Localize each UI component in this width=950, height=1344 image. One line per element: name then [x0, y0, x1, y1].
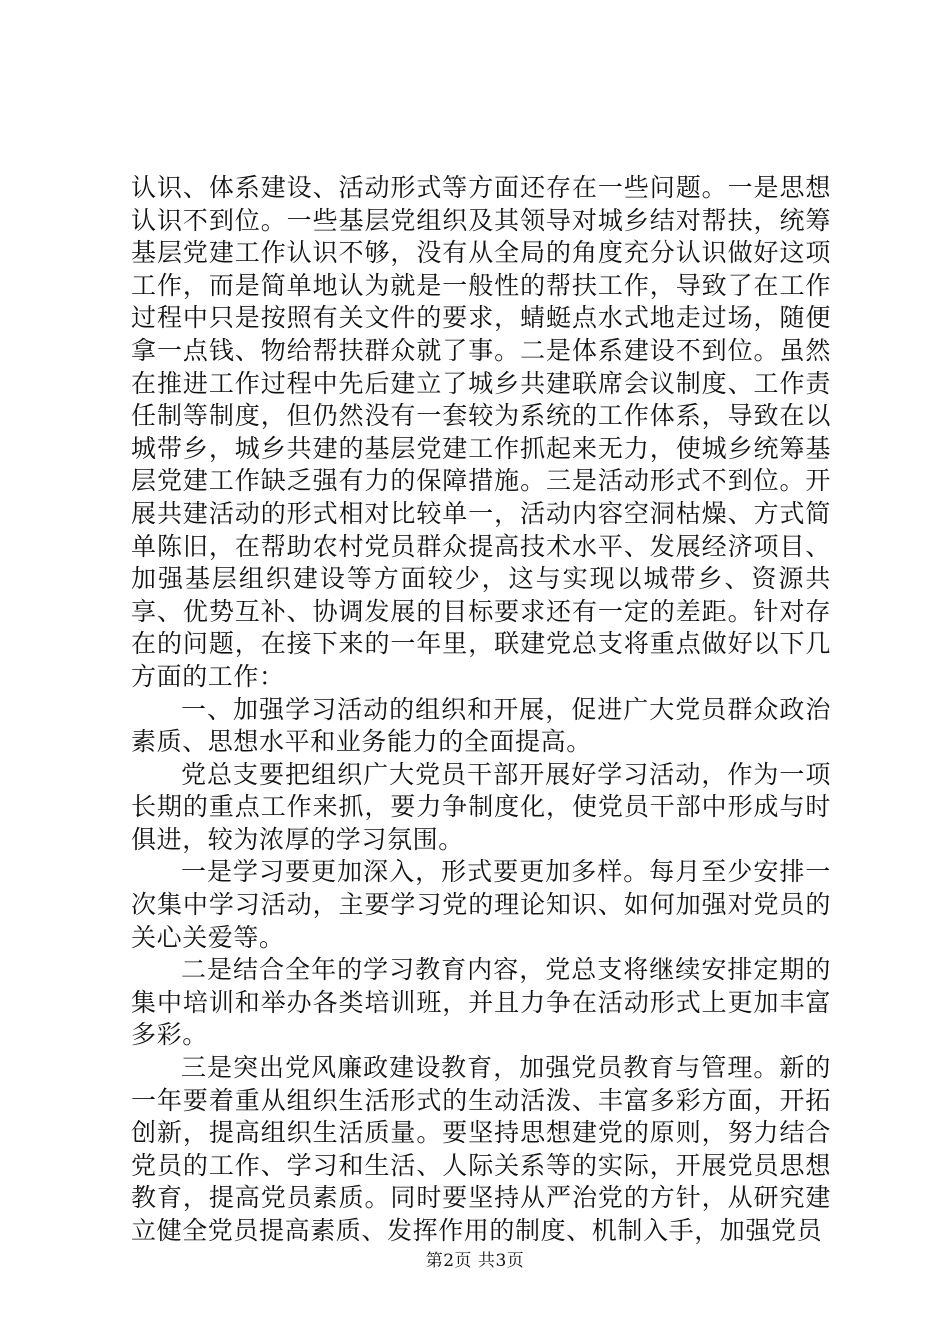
- page-number-footer: 第2页 共3页: [425, 1251, 525, 1271]
- paragraph: 一是学习要更加深入，形式要更加多样。每月至少安排一次集中学习活动，主要学习党的理论知识、如何加强对党员的关心关爱等。: [131, 857, 831, 952]
- paragraph: 二是结合全年的学习教育内容，党总支将继续安排定期的集中培训和举办各类培训班，并且力争在活动形式上更加丰富多彩。: [131, 955, 831, 1050]
- paragraph-continuation: 认识、体系建设、活动形式等方面还存在一些问题。一是思想认识不到位。一些基层党组织及其领导对城乡结对帮扶，统筹基层党建工作认识不够，没有从全局的角度充分认识做好这项工作，而是简单地认为就是一般性的帮扶工作，导致了在工作过程中只是按照有关文件的要求，蜻蜓点水式地走过场，随便拿一点钱、物给帮扶群众就了事。二是体系建设不到位。虽然在推进工作过程中先后建立了城乡共建联席会议制度、工作责任制等制度，但仍然没有一套较为系统的工作体系，导致在以城带乡，城乡共建的基层党建工作抓起来无力，使城乡统筹基层党建工作缺乏强有力的保障措施。三是活动形式不到位。开展共建活动的形式相对比较单一，活动内容空洞枯燥、方式简单陈旧，在帮助农村党员群众提高技术水平、发展经济项目、加强基层组织建设等方面较少，这与实现以城带乡、资源共享、优势互补、协调发展的目标要求还有一定的差距。针对存在的问题，在接下来的一年里，联建党总支将重点做好以下几方面的工作：: [131, 173, 831, 691]
- paragraph: 党总支要把组织广大党员干部开展好学习活动，作为一项长期的重点工作来抓，要力争制度化，使党员干部中形成与时俱进，较为浓厚的学习氛围。: [131, 759, 831, 854]
- paragraph-heading-1: 一、加强学习活动的组织和开展，促进广大党员群众政治素质、思想水平和业务能力的全面提高。: [131, 694, 831, 757]
- paragraph: 三是突出党风廉政建设教育，加强党员教育与管理。新的一年要着重从组织生活形式的生动活泼、丰富多彩方面，开拓创新，提高组织生活质量。要坚持思想建党的原则，努力结合党员的工作、学习和生活、人际关系等的实际，开展党员思想教育，提高党员素质。同时要坚持从严治党的方针，从研究建立健全党员提高素质、发挥作用的制度、机制入手，加强党员: [131, 1053, 831, 1245]
- document-body: [131, 172, 831, 1248]
